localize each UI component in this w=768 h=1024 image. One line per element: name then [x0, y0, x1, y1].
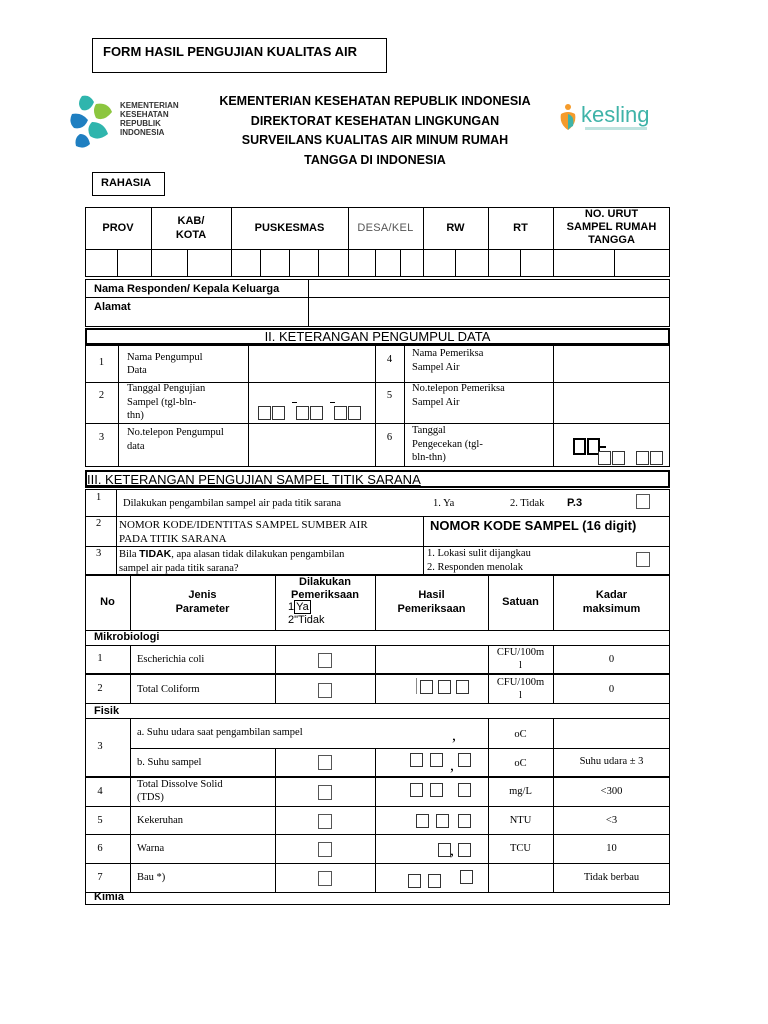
comma-mark: , [450, 757, 454, 774]
row-dilakukan-checkbox[interactable] [318, 871, 332, 886]
row-name: Escherichia coli [137, 654, 205, 665]
col-dilakukan-line: Pemeriksaan [291, 589, 359, 601]
q3-options [427, 547, 531, 575]
row-name-b: b. Suhu sampel [137, 757, 202, 768]
header-title-line: SURVEILANS KUALITAS AIR MINUM RUMAH [241, 133, 509, 147]
hasil-digit-box[interactable] [408, 874, 421, 888]
date-digit-box[interactable] [258, 406, 271, 420]
item-label-line: Tanggal Pengujian [127, 383, 206, 394]
date-digit-box[interactable] [334, 406, 347, 420]
kemenkes-logo-text [120, 101, 179, 137]
date-digit-box[interactable] [636, 451, 649, 465]
item-label-line: No.telepon Pemeriksa [412, 383, 505, 394]
q3-option-lokasi[interactable]: 1. Lokasi sulit dijangkau [427, 548, 531, 559]
item-label-line: Nama Pemeriksa [412, 348, 484, 359]
form-title: FORM HASIL PENGUJIAN KUALITAS AIR [103, 44, 357, 59]
q3-text-post: , apa alasan tidak dilakukan pengambilan [171, 549, 345, 560]
hasil-digit-box[interactable] [420, 680, 433, 694]
q3-text-bold: TIDAK [139, 548, 172, 560]
comma-mark: , [450, 842, 454, 859]
row-satuan: mg/L [509, 786, 532, 797]
date-digit-box[interactable] [573, 438, 586, 455]
row-satuan [488, 646, 553, 672]
respondent-name-label: Nama Responden/ Kepala Keluarga [94, 283, 280, 295]
col-hasil [375, 588, 488, 616]
hasil-digit-box[interactable] [430, 783, 443, 797]
col-satuan: Satuan [502, 596, 539, 608]
group-mikrobiologi: Mikrobiologi [94, 631, 160, 643]
q1-answer-checkbox[interactable] [636, 494, 650, 509]
hasil-digit-box[interactable] [458, 814, 471, 828]
header-title-line: KEMENTERIAN KESEHATAN REPUBLIK INDONESIA [219, 94, 531, 108]
row-name: Kekeruhan [137, 815, 184, 826]
hasil-digit-box[interactable] [428, 874, 441, 888]
hasil-digit-box[interactable] [458, 783, 471, 797]
row-no: 6 [97, 843, 103, 854]
hasil-digit-box[interactable] [456, 680, 469, 694]
date-digit-box[interactable] [598, 451, 611, 465]
row-satuan-line: CFU/100m [496, 647, 545, 658]
hasil-digit-box[interactable] [438, 680, 451, 694]
hasil-digit-box[interactable] [436, 814, 449, 828]
item-number: 6 [386, 432, 393, 443]
q1-option-ya[interactable]: 1. Ya [433, 498, 455, 509]
header-rt: RT [513, 222, 528, 234]
section2-item-1 [85, 345, 248, 382]
item-label-line: Sampel Air [412, 361, 460, 373]
hasil-digit-box[interactable] [410, 753, 423, 767]
group-fisik: Fisik [94, 705, 120, 717]
header-rw: RW [446, 222, 465, 234]
row-no: 5 [97, 815, 103, 826]
q2-code-label: NOMOR KODE SAMPEL (16 digit) [430, 518, 637, 533]
item-label-line: data [127, 440, 145, 452]
col-jenis-line: Jenis [188, 589, 217, 601]
row-name-line: (TDS) [137, 792, 164, 803]
item-label-line: Sampel Air [412, 397, 460, 408]
pemeriksa-phone-field[interactable] [555, 384, 668, 421]
row-dilakukan-checkbox[interactable] [318, 755, 332, 770]
date-digit-box[interactable] [348, 406, 361, 420]
dilakukan-option-ya-num: 1 [288, 601, 295, 613]
respondent-address-field[interactable] [310, 298, 668, 326]
q3-answer-checkbox[interactable] [636, 552, 650, 567]
header-no-urut-line: TANGGA [588, 234, 635, 246]
row-kadar: <300 [600, 786, 623, 797]
kesling-logo-icon [555, 102, 581, 132]
respondent-name-field[interactable] [310, 280, 668, 296]
hasil-digit-box[interactable] [458, 753, 471, 767]
q2-text-line: NOMOR KODE/IDENTITAS SAMPEL SUMBER AIR [119, 519, 368, 531]
hasil-digit-box[interactable] [460, 870, 473, 884]
q1-goto: P.3 [567, 497, 583, 509]
col-kadar-line: Kadar [595, 589, 628, 601]
col-hasil-line: Pemeriksaan [397, 603, 466, 615]
row-satuan [488, 676, 553, 702]
row-satuan-a: oC [514, 729, 527, 740]
logo-text-line: KESEHATAN [120, 110, 169, 119]
header-no-urut [553, 208, 670, 247]
comma-mark: , [452, 727, 456, 744]
dilakukan-option-ya[interactable] [288, 601, 311, 613]
item-number: 4 [386, 354, 393, 365]
row-kadar: Suhu udara ± 3 [579, 756, 644, 767]
row-dilakukan-checkbox[interactable] [318, 814, 332, 829]
item-label-line: Pengecekan (tgl- [412, 438, 483, 450]
section2-item-5 [375, 382, 553, 423]
pengumpul-phone-field[interactable] [250, 425, 373, 465]
col-jenis [130, 588, 275, 616]
q3-text [119, 547, 344, 576]
q1-option-tidak[interactable]: 2. Tidak [510, 498, 545, 509]
row-dilakukan-checkbox[interactable] [318, 785, 332, 800]
q3-option-menolak[interactable]: 2. Responden menolak [427, 562, 523, 573]
item-label-line: thn) [127, 410, 144, 421]
section2-title: II. KETERANGAN PENGUMPUL DATA [264, 329, 491, 344]
date-digit-box[interactable] [650, 451, 663, 465]
row-no: 2 [97, 683, 103, 694]
group-kimia: Kimia [94, 891, 124, 903]
col-dilakukan-line: Dilakukan [299, 576, 351, 588]
item-label-line: Sampel (tgl-bln- [127, 396, 197, 408]
section3-title: III. KETERANGAN PENGUJIAN SAMPEL TITIK SARANA [87, 472, 421, 487]
q3-text-pre: Bila [119, 549, 140, 560]
respondent-address-label: Alamat [94, 301, 131, 313]
row-name [137, 778, 223, 804]
col-jenis-line: Parameter [175, 603, 230, 615]
row-name-a: a. Suhu udara saat pengambilan sampel [137, 727, 303, 738]
item-number: 1 [98, 357, 105, 368]
pengumpul-name-field[interactable] [250, 347, 373, 380]
hasil-digit-box[interactable] [430, 753, 443, 767]
row-satuan-line: CFU/100m [496, 677, 545, 688]
section2-item-2 [85, 382, 248, 423]
logo-text-line: REPUBLIK [120, 119, 161, 128]
row-no: 1 [97, 653, 103, 664]
header-desa-kel: DESA/KEL [357, 222, 414, 234]
logo-text-line: INDONESIA [120, 128, 165, 137]
row-satuan: NTU [509, 815, 532, 826]
q2-text-line: PADA TITIK SARANA [119, 533, 227, 545]
q2-number: 2 [96, 518, 102, 529]
pemeriksa-name-field[interactable] [555, 347, 668, 380]
col-no: No [100, 596, 115, 608]
q3-number: 3 [96, 548, 102, 559]
header-prov: PROV [102, 222, 134, 234]
header-title-line: TANGGA DI INDONESIA [304, 152, 446, 167]
header-kota-line: KOTA [175, 229, 207, 241]
hasil-digit-box[interactable] [458, 843, 471, 857]
section2-item-4 [375, 345, 553, 382]
col-hasil-line: Hasil [418, 589, 445, 601]
row-satuan-b: oC [514, 758, 527, 769]
dilakukan-option-tidak[interactable]: 2"Tidak [288, 614, 325, 626]
col-kadar-line: maksimum [582, 603, 641, 615]
kemenkes-logo-icon [68, 92, 118, 150]
row-kadar: <3 [605, 815, 618, 826]
header-no-urut-line: SAMPEL RUMAH [566, 221, 657, 233]
header-kab-kota [151, 214, 231, 242]
row-kadar: Tidak berbau [583, 872, 640, 883]
dilakukan-option-ya-box: Ya [296, 601, 309, 613]
item-label-line: No.telepon Pengumpul [127, 427, 224, 438]
header-title-line: DIREKTORAT KESEHATAN LINGKUNGAN [250, 113, 500, 128]
row-name: Total Coliform [137, 684, 200, 695]
row-no: 7 [97, 872, 103, 883]
item-number: 5 [386, 390, 393, 401]
row-satuan-line: l [519, 660, 522, 671]
row-kadar: 10 [606, 843, 617, 854]
row-satuan: TCU [510, 843, 531, 854]
col-kadar [553, 588, 670, 616]
header-no-urut-line: NO. URUT [584, 208, 639, 220]
date-digit-box[interactable] [310, 406, 323, 420]
row-kadar: 0 [608, 684, 615, 695]
section2-item-6 [375, 423, 553, 467]
date-digit-box[interactable] [612, 451, 625, 465]
item-label-line: bln-thn) [412, 452, 446, 463]
item-label-line: Data [127, 365, 147, 376]
kesling-logo-text: kesling [581, 102, 650, 127]
header-puskesmas: PUSKESMAS [254, 222, 325, 234]
q1-text: Dilakukan pengambilan sampel air pada titik sarana [123, 498, 342, 509]
row-no: 4 [97, 786, 103, 797]
date-digit-box[interactable] [272, 406, 285, 420]
hasil-digit-box[interactable] [410, 783, 423, 797]
section2-item-3 [85, 423, 248, 467]
item-label-line: Nama Pengumpul [127, 352, 203, 363]
row-kadar: 0 [608, 654, 615, 665]
hasil-digit-box[interactable] [416, 814, 429, 828]
row-name: Bau *) [137, 872, 166, 883]
header-kab-line: KAB/ [177, 215, 205, 227]
row-satuan-line: l [519, 690, 522, 701]
q1-number: 1 [96, 492, 102, 503]
header-title [190, 92, 560, 170]
col-dilakukan [275, 576, 375, 602]
kesling-tagline [585, 127, 647, 130]
item-number: 3 [98, 432, 105, 443]
parameter-table [85, 575, 670, 905]
row-name: Warna [137, 843, 165, 854]
row-no: 3 [97, 741, 103, 752]
logo-text-line: KEMENTERIAN [120, 101, 179, 110]
row-dilakukan-checkbox[interactable] [318, 653, 332, 668]
item-label-line: Tanggal [412, 425, 446, 436]
item-number: 2 [98, 390, 105, 401]
q3-text-line: sampel air pada titik sarana? [119, 563, 239, 574]
row-dilakukan-checkbox[interactable] [318, 842, 332, 857]
date-digit-box[interactable] [296, 406, 309, 420]
rahasia-label: RAHASIA [101, 177, 152, 189]
q2-text [119, 518, 368, 546]
row-dilakukan-checkbox[interactable] [318, 683, 332, 698]
row-name-line: Total Dissolve Solid [137, 779, 223, 790]
